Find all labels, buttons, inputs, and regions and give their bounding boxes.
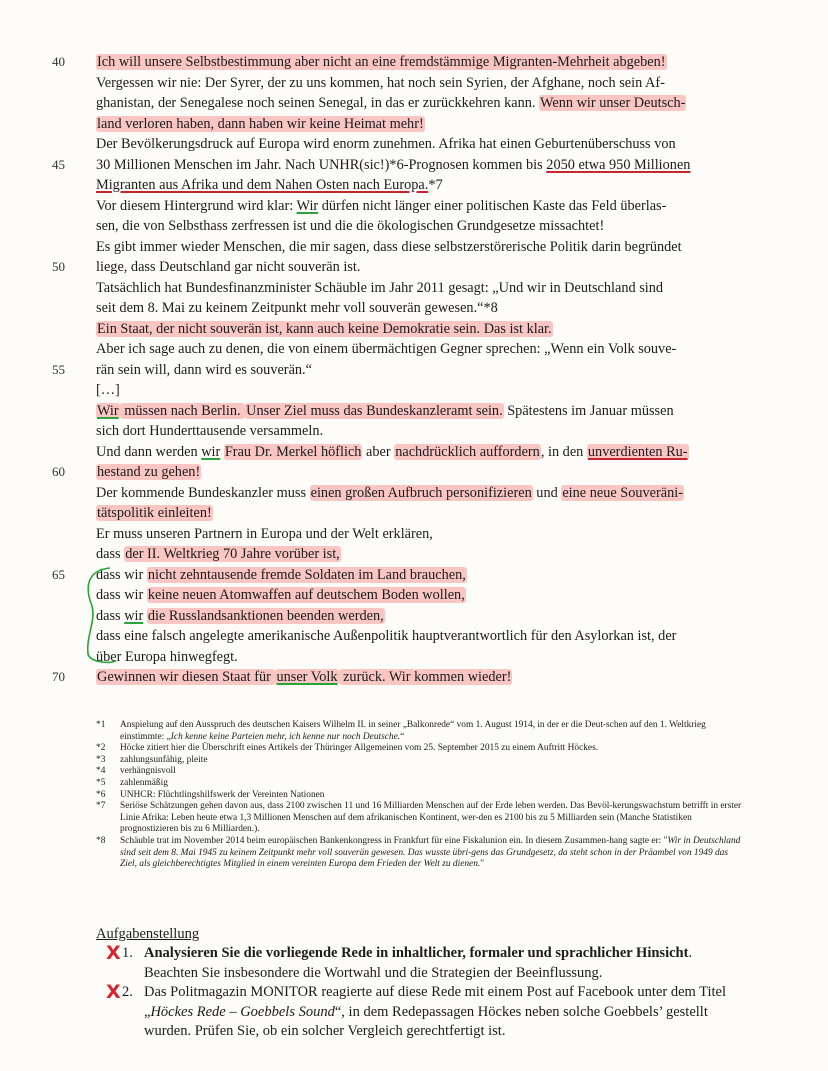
line-text: dass [96, 607, 125, 624]
text-line [96, 339, 756, 360]
line-text: […] [96, 382, 120, 398]
highlighted-text: Wenn wir unser Deutsch- [540, 95, 686, 111]
highlighted-text: zurück. Wir kommen wieder! [339, 669, 512, 685]
line-text: sich dort Hunderttausende versammeln. [96, 423, 324, 439]
line-text: Und dann werden [96, 443, 202, 460]
highlighted-text: unverdienten Ru- [587, 443, 688, 460]
text-line [52, 667, 756, 688]
line-text: Es gibt immer wieder Menschen, die mir sagen, dass diese selbstzerstörerische Politik darin begründet [96, 238, 682, 255]
line-number: 50 [52, 259, 65, 274]
footnote-marker: *3 [96, 754, 106, 765]
text-line [96, 483, 756, 504]
line-text: Er muss unseren Partnern in Europa und der Welt erklären, [96, 525, 433, 542]
text-line [96, 421, 756, 442]
text-line [52, 52, 756, 73]
task-text: Analysieren Sie die vorliegende Rede in inhaltlicher, formaler und sprachlicher Hinsicht [144, 945, 689, 961]
task-text: Das Politmagazin MONITOR reagierte auf diese Rede mit einem Post auf Facebook unter dem Titel „ [144, 984, 727, 1020]
footnote [96, 790, 746, 802]
line-text: Tatsächlich hat Bundesfinanzminister Schäuble im Jahr 2011 gesagt: „Und wir in Deutschland sind [96, 279, 664, 296]
task-item [96, 944, 746, 983]
footnote-text: verhängnisvoll [120, 766, 176, 777]
line-text: dass wir [96, 587, 147, 603]
line-number: 40 [52, 54, 65, 69]
underlined-text: Migranten aus Afrika und dem Nahen Osten nach Europa. [96, 177, 429, 193]
highlighted-text: keine neuen Atomwaffen auf deutschem Boden wollen, [147, 587, 465, 603]
highlighted-text: eine neue Souveräni- [562, 484, 684, 501]
text-line [96, 298, 756, 319]
highlighted-text: Ich will unsere Selbstbestimmung aber nicht an eine fremdstämmige Migranten-Mehrheit abgeben! [97, 54, 666, 70]
text-line [96, 606, 756, 627]
line-text: dürfen nicht länger einer politischen Kaste das Feld überlas- [318, 197, 667, 214]
text-line [96, 93, 756, 114]
line-text: Aber ich sage auch zu denen, die von einem übermächtigen Gegner sprechen: „Wenn ein Volk souve- [96, 341, 677, 357]
line-text: rän sein will, dann wird es souverän.“ [96, 361, 312, 378]
text-line [96, 585, 756, 606]
highlighted-text: land verloren haben, dann haben wir keine Heimat mehr! [97, 115, 424, 132]
highlighted-text: der II. Weltkrieg 70 Jahre vorüber ist, [125, 546, 340, 562]
text-line [52, 360, 756, 381]
task-list [96, 944, 746, 1042]
footnote-marker: *1 [96, 720, 106, 730]
line-text: aber [362, 443, 395, 460]
text-line [52, 257, 756, 278]
highlighted-text: nachdrücklich auffordern [395, 443, 540, 460]
line-number: 55 [52, 361, 65, 377]
underlined-text: wir [124, 607, 144, 624]
line-text: dass eine falsch angelegte amerikanische Außenpolitik hauptverantwortlich für den Asylorkan ist, der [96, 628, 677, 644]
footnote-marker: *6 [96, 789, 106, 800]
line-number: 45 [52, 156, 65, 172]
footnote [96, 755, 746, 767]
highlighted-text: hestand zu gehen! [97, 464, 201, 480]
highlighted-text: einen großen Aufbruch personifizieren [310, 484, 532, 501]
footnote [96, 766, 746, 778]
text-line [96, 647, 756, 668]
highlighted-text: Gewinnen wir diesen Staat für [97, 669, 275, 685]
text-line [96, 503, 756, 524]
text-line [52, 462, 756, 483]
footnote-marker: *4 [96, 766, 106, 777]
text-line [96, 175, 756, 196]
line-text: dass wir [96, 566, 147, 583]
line-text: *7 [428, 177, 443, 193]
footnote [96, 836, 746, 871]
highlighted-text: Ein Staat, der nicht souverän ist, kann auch keine Demokratie sein. Das ist klar. [97, 320, 552, 337]
green-bracket-annotation [78, 566, 118, 666]
task-item [96, 983, 746, 1042]
highlighted-text: nicht zehntausende fremde Soldaten im Land brauchen, [147, 566, 466, 583]
footnote-text: Wir in Deutschland sind seit dem 8. Mai 1945 zu keinem Zeitpunkt mehr voll souverän gewesen. Das wusste übri-gens das Grundgesetz, da steht schon in der Präambel von 1949 das Ziel, als gleichberechtigtes Mitglied in einem vereinten Europa dem Frieden der Welt zu dienen. [120, 835, 741, 870]
task-text: . Beachten Sie insbesondere die Wortwahl und die Strategien der Beeinflussung. [144, 945, 693, 981]
footnote-marker: *7 [96, 801, 106, 812]
footnote [96, 743, 746, 755]
text-line [96, 114, 756, 135]
highlighted-text: unser Volk [276, 669, 338, 685]
footnote-marker: *8 [96, 835, 106, 846]
text-line [96, 134, 756, 155]
text-line [96, 442, 756, 463]
line-text: und [532, 484, 562, 501]
text-line [96, 237, 756, 258]
task-heading: Aufgabenstellung [96, 926, 200, 942]
underlined-text: Wir [296, 197, 319, 214]
speech-text [52, 52, 756, 688]
line-text: sen, die von Selbsthass zerfressen ist und die die ökologischen Grundgesetze missachtet! [96, 218, 605, 234]
footnote [96, 801, 746, 836]
text-line [96, 626, 756, 647]
highlighted-text: Wir [97, 402, 119, 419]
highlighted-text: Unser Ziel muss das Bundeskanzleramt sein. [246, 402, 503, 419]
footnote-marker: *5 [96, 777, 106, 788]
text-line [52, 155, 756, 176]
footnote-text: “ [400, 731, 405, 742]
line-number: 60 [52, 464, 65, 479]
text-line [96, 319, 756, 340]
text-line [96, 524, 756, 545]
footnotes [96, 720, 746, 871]
line-text: ghanistan, der Senegalese noch seinen Senegal, in das er zurückkehren kann. [96, 95, 540, 111]
line-text: Der kommende Bundeskanzler muss [96, 484, 310, 501]
highlighted-text: die Russlandsanktionen beenden werden, [147, 607, 384, 624]
text-line [96, 73, 756, 94]
footnote-text: " [480, 859, 485, 870]
task-text: “, in dem Redepassagen Höckes neben solche Goebbels’ gestellt wurden. Prüfen Sie, ob ein solcher Vergleich gerechtfertigt ist. [144, 1003, 708, 1039]
line-number: 65 [52, 566, 65, 582]
line-text: seit dem 8. Mai zu keinem Zeitpunkt mehr voll souverän gewesen.“*8 [96, 300, 498, 316]
line-text: Spätestens im Januar müssen [503, 402, 674, 419]
footnote-text: Schäuble trat im November 2014 beim europäischen Bankenkongress in Frankfurt für eine Fiskalunion ein. In diesem Zusammen-hang sagte er: " [120, 835, 668, 846]
highlighted-text: tätspolitik einleiten! [97, 505, 212, 521]
line-text: liege, dass Deutschland gar nicht souverän ist. [96, 259, 361, 275]
footnote [96, 778, 746, 790]
line-text: Vergessen wir nie: Der Syrer, der zu uns kommen, hat noch sein Syrien, der Afghane, noch sein Af- [96, 74, 665, 91]
footnote-text: zahlungsunfähig, pleite [120, 754, 208, 765]
red-cross-mark: X [106, 981, 121, 1003]
text-line [96, 544, 756, 565]
footnote-text: Seriöse Schätzungen gehen davon aus, dass 2100 zwischen 11 und 16 Milliarden Menschen auf der Erde leben werden. Das Bevöl-kerungswachstum betrifft in erster Linie Afrika: Leben heute etwa 1,3 Millionen Menschen auf dem afrikanischen Kontinent, wer-den es 2100 bis zu 5 Milliarden sein (Manche Statistiken prognostizieren bis zu 6 Milliarden.). [120, 801, 742, 835]
text-line [52, 565, 756, 586]
line-text: Vor diesem Hintergrund wird klar: [96, 197, 297, 214]
highlighted-text: müssen nach Berlin. [120, 402, 245, 419]
task-text: Höckes Rede – Goebbels Sound [150, 1003, 335, 1020]
text-line [96, 380, 756, 401]
task-number: 2. [122, 984, 133, 1000]
footnote [96, 720, 746, 743]
text-line [96, 216, 756, 237]
line-text: über Europa hinwegfegt. [96, 648, 238, 665]
red-cross-mark: X [106, 942, 121, 964]
task-number: 1. [122, 945, 133, 961]
line-text: Der Bevölkerungsdruck auf Europa wird enorm zunehmen. Afrika hat einen Geburtenüberschuss von [96, 136, 676, 152]
footnote-marker: *2 [96, 743, 106, 754]
line-text: dass [96, 546, 125, 562]
underlined-text: wir [201, 443, 221, 460]
underlined-text: 2050 etwa 950 Millionen [546, 156, 691, 173]
footnote-text: UNHCR: Flüchtlingshilfswerk der Vereinten Nationen [120, 789, 325, 800]
line-text: 30 Millionen Menschen im Jahr. Nach UNHR(sic!)*6-Prognosen kommen bis [96, 156, 547, 173]
footnote-text: Höcke zitiert hier die Überschrift eines Artikels der Thüringer Allgemeinen vom 25. September 2015 zu einem Auftritt Höckes. [120, 743, 599, 754]
line-number: 70 [52, 669, 65, 684]
footnote-text: zahlenmäßig [120, 777, 168, 788]
text-line [96, 278, 756, 299]
footnote-text: Anspielung auf den Ausspruch des deutschen Kaisers Wilhelm II. in seiner „Balkonrede“ vom 1. August 1914, in der er die Deut-schen auf den 1. Weltkrieg einstimmte: „ [120, 720, 706, 742]
text-line [96, 196, 756, 217]
line-text: , in den [540, 443, 587, 460]
footnote-text: Ich kenne keine Parteien mehr, ich kenne nur noch Deutsche. [170, 731, 401, 742]
text-line [96, 401, 756, 422]
highlighted-text: Frau Dr. Merkel höflich [224, 443, 362, 460]
